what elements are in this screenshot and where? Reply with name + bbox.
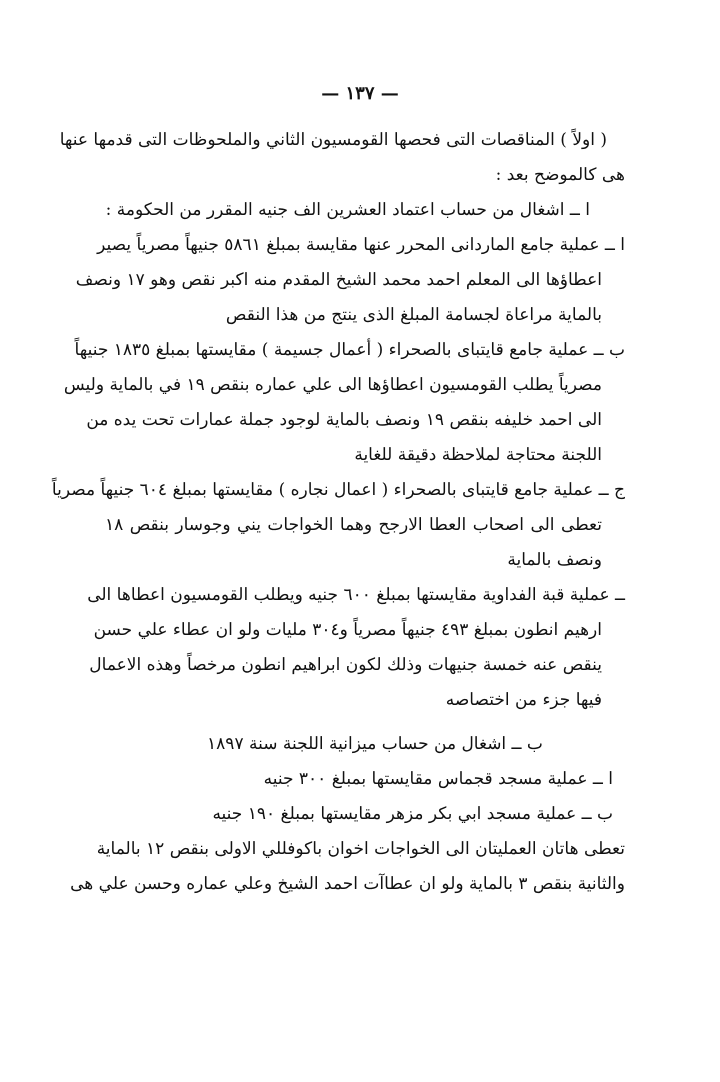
text-line-4: ا ــ عملية جامع الماردانى المحرر عنها مقايسة بمبلغ ٥٨٦١ جنيهاً مصرياً يصير — [97, 235, 625, 255]
text-line-12: تعطى الى اصحاب العطا الارجح وهما الخواجات يني وجوسار بنقص ١٨ — [105, 515, 602, 535]
page-number: — ١٣٧ — — [321, 83, 399, 104]
text-line-2: هى كالموضح بعد : — [495, 165, 625, 185]
text-line-5: اعطاؤها الى المعلم احمد محمد الشيخ المقدم منه اكبر نقص وهو ١٧ ونصف — [75, 270, 602, 290]
text-line-15: ارهيم انطون بمبلغ ٤٩٣ جنيهاً مصرياً و٣٠٤ مليات ولو ان عطاء علي حسن — [93, 620, 602, 640]
text-line-21: تعطى هاتان العمليتان الى الخواجات اخوان باكوفللي الاولى بنقص ١٢ بالماية — [96, 839, 625, 859]
text-line-17: فيها جزء من اختصاصه — [445, 690, 602, 710]
text-line-19: ا ــ عملية مسجد قجماس مقايستها بمبلغ ٣٠٠ جنيه — [263, 769, 613, 789]
text-line-14: ــ عملية قبة الفداوية مقايستها بمبلغ ٦٠٠ جنيه ويطلب القومسيون اعطاها الى — [87, 585, 625, 605]
text-line-3: ا ــ اشغال من حساب اعتماد العشرين الف جنيه المقرر من الحكومة : — [105, 200, 590, 220]
text-line-16: ينقص عنه خمسة جنيهات وذلك لكون ابراهيم انطون مرخصاً وهذه الاعمال — [89, 655, 602, 675]
text-line-20: ب ــ عملية مسجد ابي بكر مزهر مقايستها بمبلغ ١٩٠ جنيه — [212, 804, 613, 824]
text-line-1: ( اولاً ) المناقصات التى فحصها القومسيون الثاني والملحوظات التى قدمها عنها — [59, 130, 607, 150]
text-line-9: الى احمد خليفه بنقص ١٩ ونصف بالماية لوجود جملة عمارات تحت يده من — [86, 410, 602, 430]
text-line-11: ج ــ عملية جامع قايتباى بالصحراء ( اعمال نجاره ) مقايستها بمبلغ ٦٠٤ جنيهاً مصرياً — [51, 480, 625, 500]
text-line-7: ب ــ عملية جامع قايتباى بالصحراء ( أعمال جسيمة ) مقايستها بمبلغ ١٨٣٥ جنيهاً — [74, 340, 625, 360]
text-line-8: مصرياً يطلب القومسيون اعطاؤها الى علي عماره بنقص ١٩ في بالماية وليس — [63, 375, 602, 395]
text-line-6: بالماية مراعاة لجسامة المبلغ الذى ينتج من هذا النقص — [225, 305, 602, 325]
text-line-10: اللجنة محتاجة لملاحظة دقيقة للغاية — [354, 445, 602, 465]
section-heading: ب ــ اشغال من حساب ميزانية اللجنة سنة ١٨٩٧ — [207, 734, 543, 754]
text-line-22: والثانية بنقص ٣ بالماية ولو ان عطاآت احمد الشيخ وعلي عماره وحسن علي هى — [70, 874, 625, 894]
text-line-13: ونصف بالماية — [507, 550, 602, 570]
